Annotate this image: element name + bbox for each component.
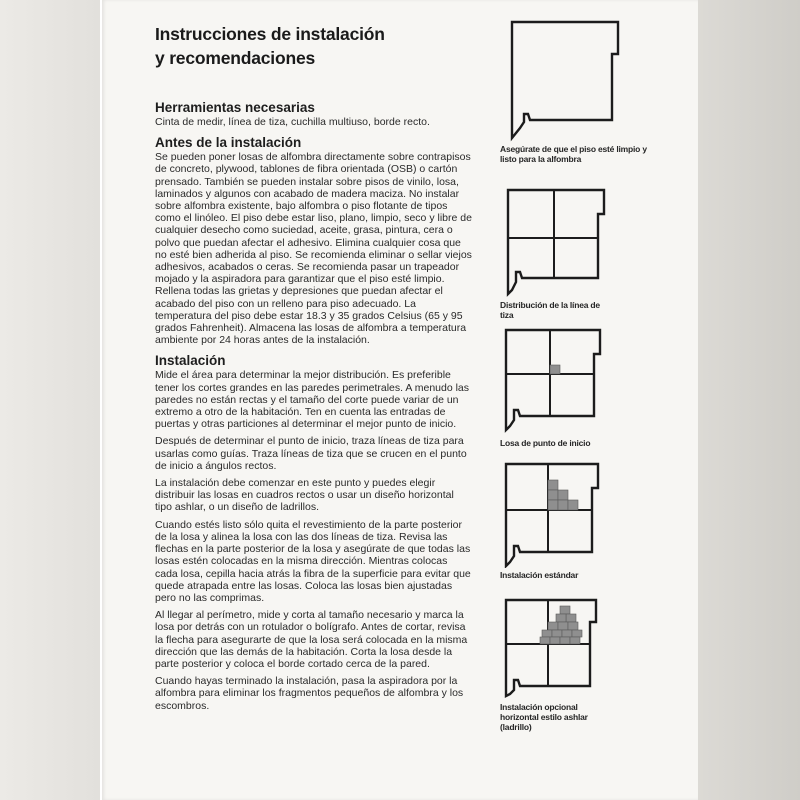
room-outline-diagram [500,18,630,142]
install-paragraph-2: Después de determinar el punto de inicio, traza líneas de tiza para usarlas como guías. Traza líneas de tiza que se crucen en el punto de inicio a ángulos rectos. [155,435,467,472]
install-paragraph-6: Cuando hayas terminado la instalación, pasa la aspiradora por la alfombra para eliminar los fragmentos pequeños de alfombra y los escombros. [155,675,464,712]
figure-chalk-lines [500,186,630,320]
install-paragraph-5: Al llegar al perímetro, mide y corta al tamaño necesario y marca la losa por detrás con un rotulador o bolígrafo. Antes de cortar, revisa la flecha para asegurarte de que la losa será colocada en la misma dirección que las demás de la habitación. Corta la losa desde la parte posterior y coloca el borde cortado cerca de la pared. [155,609,468,670]
figure-5-caption: Instalación opcional horizontal estilo ashlar (ladrillo) [500,702,588,732]
ashlar-install-diagram [500,596,620,700]
ashlar-tiles [540,606,582,644]
figure-4-caption: Instalación estándar [500,570,579,580]
tools-body: Cinta de medir, línea de tiza, cuchilla multiuso, borde recto. [155,116,430,128]
background-right [698,0,800,800]
start-tile [550,365,560,374]
figure-standard-install [500,460,620,580]
install-paragraph-3: La instalación debe comenzar en este punto y puedes elegir distribuir las losas en cuadros rectos o usar un diseño horizontal tipo ashlar, o un diseño de ladrillos. [155,477,454,514]
install-paragraph-1: Mide el área para determinar la mejor distribución. Es preferible tener los cortes grandes en las paredes perimetrales. A menudo las paredes no están rectas y el tamaño del corte puede variar de un extremo a otro de la habitación. Ten en cuenta las entradas de puertas y otras particiones al determinar el mejor punto de inicio. [155,369,470,431]
install-heading: Instalación [155,353,226,369]
install-paragraph-4: Cuando estés listo sólo quita el revestimiento de la parte posterior de la losa y alinea la losa con las dos líneas de tiza. Revisa las flechas en la parte posterior de la losa y asegúrate de que todas las losas estén colocadas en la misma dirección. Mientras colocas cada losa, cepilla hacia atrás la fibra de la superficie para evitar que quede atrapada entre las losas. Coloca las losas bien ajustadas pero no las comprimas. [155,518,471,604]
standard-tiles [548,480,578,510]
title-line-2: y recomendaciones [155,48,316,68]
before-install-heading: Antes de la instalación [155,135,302,151]
standard-install-diagram [500,460,620,568]
figure-1-caption: Asegúrate de que el piso esté limpio y listo para la alfombra [500,144,647,164]
page-title [155,22,385,70]
chalk-line-diagram [500,186,630,298]
tools-heading: Herramientas necesarias [155,100,315,115]
background-left [0,0,100,800]
instructions-text-column [155,100,473,717]
figure-clean-floor [500,18,650,164]
figure-2-caption: Distribución de la línea de tiza [500,300,600,320]
figure-ashlar-install [500,596,620,732]
starting-tile-diagram [500,326,620,436]
figure-3-caption: Losa de punto de inicio [500,438,591,448]
title-line-1: Instrucciones de instalación [155,24,385,44]
before-install-body: Se pueden poner losas de alfombra directamente sobre contrapisos de concreto, plywood, tablones de fibra orientada (OSB) o cartón prensado. También se pueden instalar sobre pisos de vinilo, losa, laminados y algunos con acabado de madera maciza. No instalar sobre alfombra existente, bajo alfombra o piso flotante de tipos como el linóleo. El piso debe estar liso, plano, limpio, seco y libre de cualquier desecho como suciedad, aceite, grasa, pintura, cera o polvo que puedan afectar el adhesivo. Elimina cualquier cosa que no esté bien adherida al piso. Se recomienda eliminar o sellar viejos adhesivos, acabados o ceras. Se recomienda pasar un trapeador mojado y la aspiradora para garantizar que el piso esté limpio. Rellena todas las grietas y depresiones que puedan afectar el acabado del piso con un relleno para piso adecuado. La temperatura del piso debe estar 18.3 y 35 grados Celsius (65 y 95 grados Fahrenheit). Almacena las losas de alfombra a temperatura ambiente por 24 horas antes de la instalación. [155,151,472,347]
figure-starting-tile [500,326,620,448]
